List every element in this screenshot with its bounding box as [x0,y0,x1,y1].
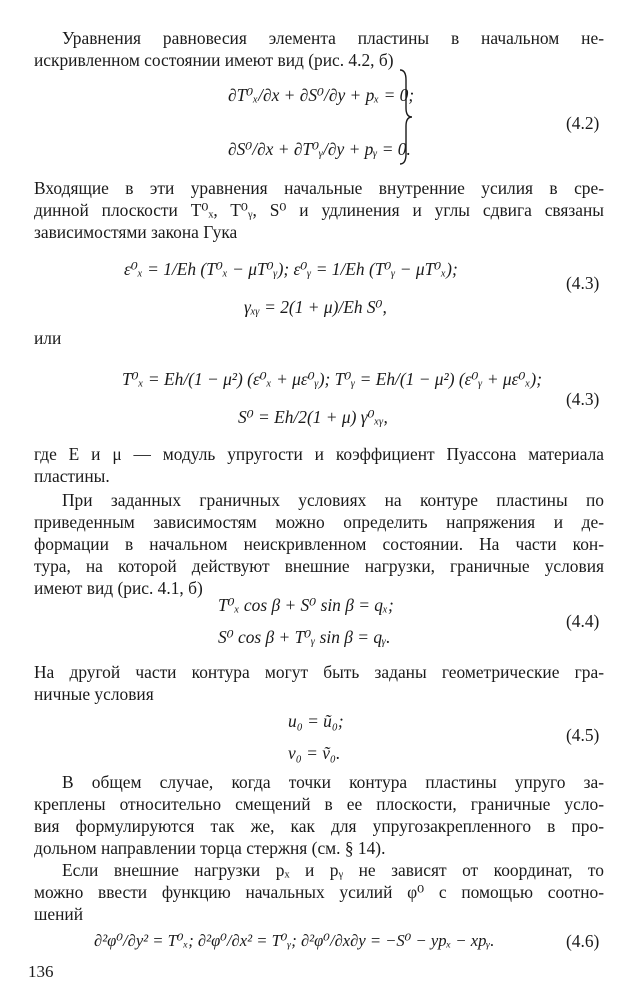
text-line: креплены относительно смещений в ее плоскости, граничные усло- [34,794,604,814]
equation-4-3-shear: γₓᵧ = 2(1 + μ)/Eh S⁰, [244,297,387,317]
equation-number: (4.6) [566,931,600,951]
text-line: Уравнения равновесия элемента пластины в начальном не- [62,28,604,48]
equation-4-2-first: ∂T⁰ₓ/∂x + ∂S⁰/∂y + pₓ = 0; [228,85,415,105]
equation-number: (4.3) [566,389,600,409]
text-line: Если внешние нагрузки pₓ и pᵧ не зависят от координат, то [62,860,604,880]
text-line: имеют вид (рис. 4.1, б) [34,578,203,598]
text-line: динной плоскости T⁰ₓ, T⁰ᵧ, S⁰ и удлинения и углы сдвига связаны [34,200,604,220]
text-line: вия формулируются так же, как для упругозакрепленного в про- [34,816,604,836]
equation-number: (4.3) [566,273,600,293]
text-line: формации в начальном неискривленном состоянии. На части кон- [34,534,604,554]
text-line: На другой части контура могут быть заданы геометрические гра- [34,662,604,682]
text-line: В общем случае, когда точки контура пластины упруго за- [62,772,604,792]
text-line: можно ввести функцию начальных усилий φ⁰ с помощью соотно- [34,882,604,902]
text-line: Входящие в эти уравнения начальные внутренние усилия в сре- [34,178,604,198]
text-line: дольном направлении торца стержня (см. § 14). [34,838,386,858]
text-line: пластины. [34,466,110,486]
text-line: зависимостями закона Гука [34,222,238,242]
equation-number: (4.4) [566,611,600,631]
page-number: 136 [28,962,54,981]
equation-4-2-second: ∂S⁰/∂x + ∂T⁰ᵧ/∂y + pᵧ = 0. [228,139,411,159]
equation-number: (4.5) [566,725,600,745]
equation-number: (4.2) [566,113,600,133]
equation-4-4-first: T⁰ₓ cos β + S⁰ sin β = qₓ; [218,595,394,615]
equation-4-5-first: u₀ = ũ₀; [288,711,344,731]
text-line: шений [34,904,84,924]
equation-4-4-second: S⁰ cos β + T⁰ᵧ sin β = qᵧ. [218,627,391,647]
equation-4-5-second: v₀ = ṽ₀. [288,743,341,763]
text-line: тура, на которой действуют внешние нагрузки, граничные условия [34,556,604,576]
text-line: где E и μ — модуль упругости и коэффициент Пуассона материала [34,444,604,464]
text-line: ничные условия [34,684,154,704]
text-line: искривленном состоянии имеют вид (рис. 4.2, б) [34,50,394,70]
equation-4-3-strains: ε⁰ₓ = 1/Eh (T⁰ₓ − μT⁰ᵧ); ε⁰ᵧ = 1/Eh (T⁰ᵧ − μT⁰ₓ); [124,259,458,279]
text-line: или [34,328,62,348]
equation-4-6: ∂²φ⁰/∂y² = T⁰ₓ; ∂²φ⁰/∂x² = T⁰ᵧ; ∂²φ⁰/∂x∂y = −S⁰ − ypₓ − xpᵧ. [94,931,495,950]
text-line: приведенным зависимостям можно определить напряжения и де- [34,512,604,532]
equation-4-3-shear-force: S⁰ = Eh/2(1 + μ) γ⁰ₓᵧ, [238,407,388,427]
right-brace [398,68,414,166]
equation-4-3-forces: T⁰ₓ = Eh/(1 − μ²) (ε⁰ₓ + με⁰ᵧ); T⁰ᵧ = Eh/(1 − μ²) (ε⁰ᵧ + με⁰ₓ); [122,369,543,389]
text-line: При заданных граничных условиях на контуре пластины по [62,490,604,510]
